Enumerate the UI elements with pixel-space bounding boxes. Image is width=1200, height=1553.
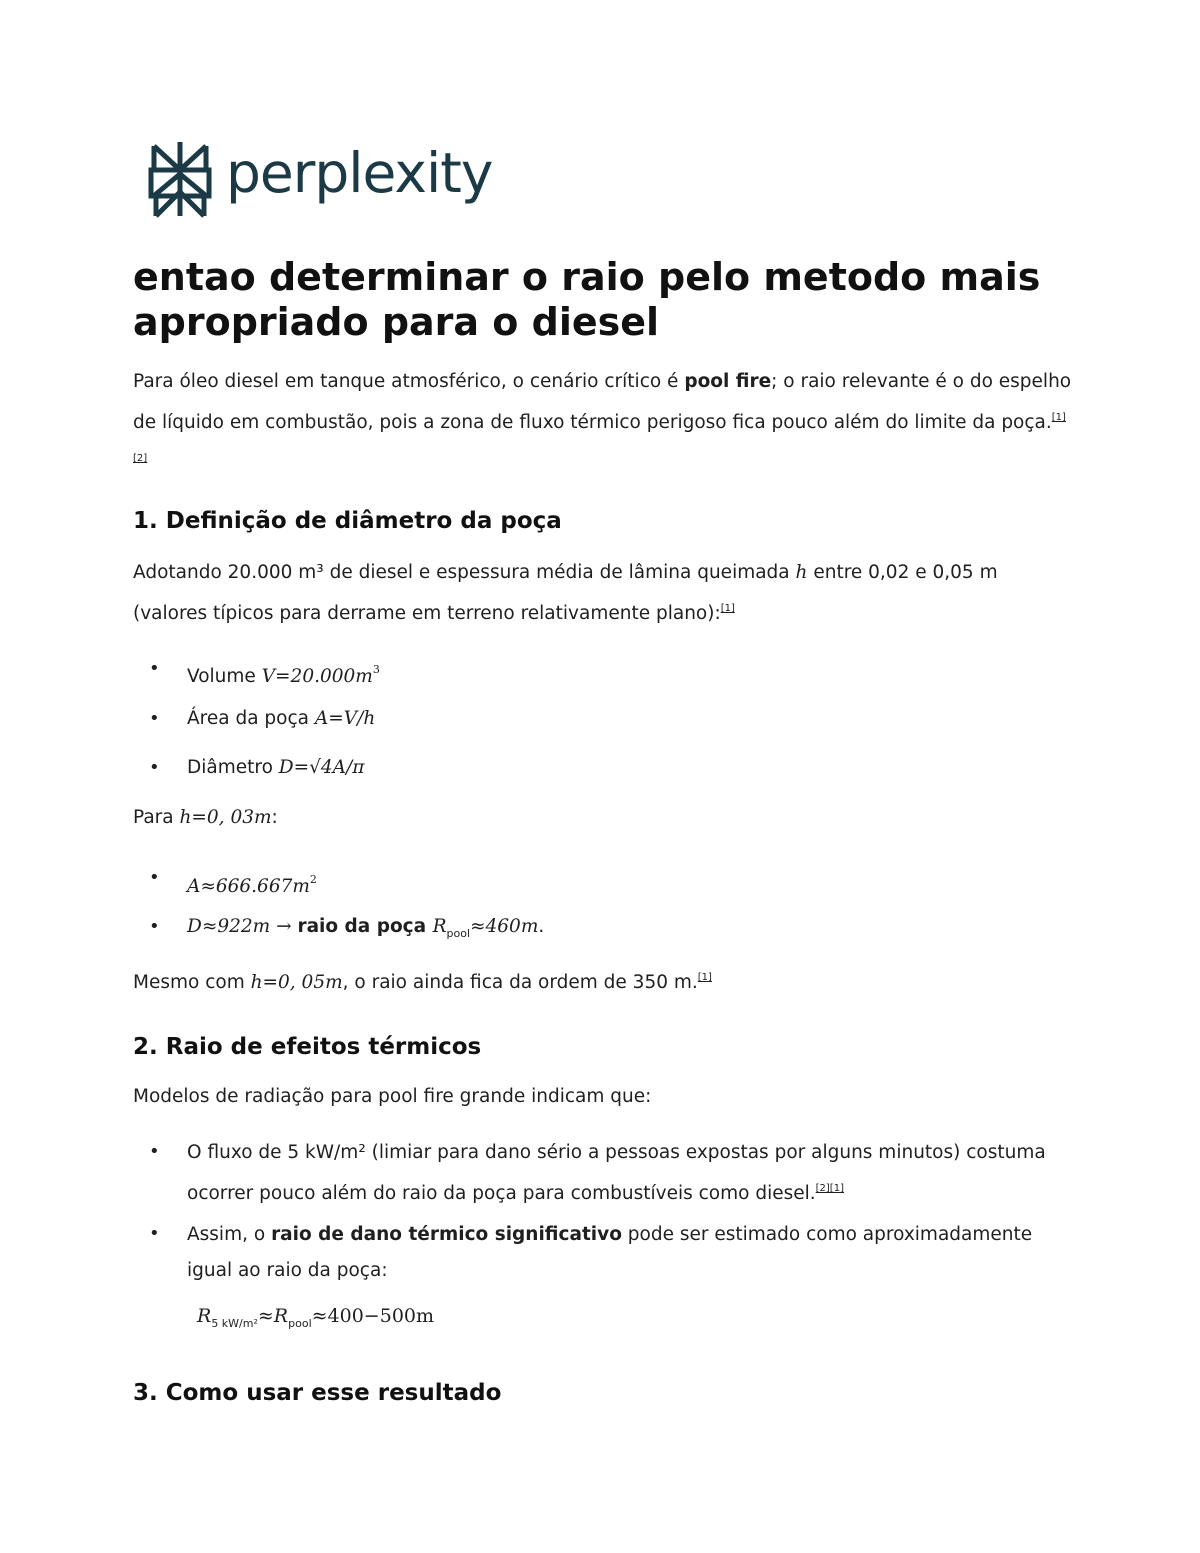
bullet-icon: • bbox=[149, 658, 160, 679]
thermal-radius-formula: $R_{5 kW/m^2}\approx R_{pool}\approx 400-500m$ bbox=[197, 1305, 435, 1330]
bullet-icon: • bbox=[149, 708, 160, 729]
logo-wordmark: perplexity bbox=[226, 140, 493, 205]
list-item: Volume $V=20.000m^3$ bbox=[187, 663, 380, 687]
section-heading-2: 2. Raio de efeitos térmicos bbox=[133, 1034, 482, 1060]
list-item: $A\approx 666.667m^2$ bbox=[187, 873, 317, 897]
citation-link[interactable]: [1] bbox=[697, 972, 712, 983]
perplexity-logo bbox=[148, 140, 492, 218]
list-item: D≈922m → raio da poça $R_{pool}\approx 460m$. bbox=[187, 916, 545, 940]
perplexity-asterisk-icon bbox=[148, 140, 212, 218]
bullet-icon: • bbox=[149, 867, 160, 888]
bullet-icon: • bbox=[149, 916, 160, 937]
bullet-icon: • bbox=[149, 757, 160, 778]
bullet-icon: • bbox=[149, 1223, 160, 1244]
citation-link[interactable]: [2][1] bbox=[815, 1183, 844, 1194]
section-heading-1: 1. Definição de diâmetro da poça bbox=[133, 508, 562, 534]
citation-link[interactable]: [1] bbox=[720, 603, 735, 614]
citation-link[interactable]: [1][2] bbox=[133, 412, 1066, 464]
bullet-icon: • bbox=[149, 1141, 160, 1162]
para-h-paragraph: Para h=0, 03m: bbox=[133, 807, 278, 828]
list-item: Assim, o raio de dano térmico significativo pode ser estimado como aproximadamente igual ao raio da poça: bbox=[187, 1224, 1033, 1281]
section1-closing-paragraph: Mesmo com h=0, 05m, o raio ainda fica da ordem de 350 m.[1] bbox=[133, 972, 712, 993]
section1-paragraph: Adotando 20.000 m³ de diesel e espessura média de lâmina queimada h entre 0,02 e 0,05 m (valores típicos para derrame em terreno relativamente plano):[1] bbox=[133, 562, 998, 624]
section-heading-3: 3. Como usar esse resultado bbox=[133, 1380, 502, 1406]
list-item: O fluxo de 5 kW/m² (limiar para dano sério a pessoas expostas por alguns minutos) costuma ocorrer pouco além do raio da poça para combustíveis como diesel.[2][1] bbox=[187, 1142, 1046, 1204]
list-item: Área da poça A=V/h bbox=[187, 708, 376, 729]
intro-paragraph: Para óleo diesel em tanque atmosférico, o cenário crítico é pool fire; o raio relevante é o do espelho de líquido em combustão, pois a zona de fluxo térmico perigoso fica pouco além do limite da poça.[1][2] bbox=[133, 371, 1072, 464]
page-title: entao determinar o raio pelo metodo mais apropriado para o diesel bbox=[133, 255, 1041, 344]
list-item: Diâmetro D=√4A/π bbox=[187, 757, 365, 778]
section2-paragraph: Modelos de radiação para pool fire grande indicam que: bbox=[133, 1086, 652, 1107]
